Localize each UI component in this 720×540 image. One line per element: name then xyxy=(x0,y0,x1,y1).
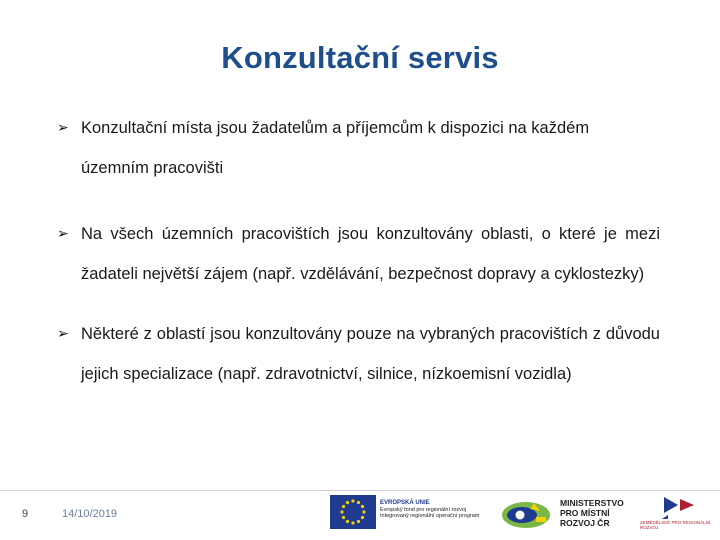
irop-program-logo xyxy=(500,495,552,531)
eu-flag-logo xyxy=(330,495,376,529)
arrowhead-bullet-icon: ➢ xyxy=(57,326,69,342)
bullet-text: Konzultační místa jsou žadatelům a příjemcům k dispozici na každém územním pracovišti xyxy=(81,119,590,177)
arrowhead-bullet-icon: ➢ xyxy=(57,120,69,136)
slide-title: Konzultační servis xyxy=(221,40,499,75)
arrowhead-bullet-icon: ➢ xyxy=(57,226,69,242)
bullet-item xyxy=(57,314,660,394)
ministry-logo-text: MINISTERSTVO PRO MÍSTNÍ ROZVOJ ČR xyxy=(560,498,624,528)
bullet-item xyxy=(57,214,660,294)
bullet-item xyxy=(57,108,660,188)
footer-divider xyxy=(0,490,720,491)
bullet-text: Na všech územních pracovištích jsou konzultovány oblasti, o které je mezi žadateli největší zájem (např. vzdělávání, bezpečnost dopravy a cyklostezky) xyxy=(81,225,660,283)
page-number: 9 xyxy=(22,508,29,520)
bullet-text: Některé z oblastí jsou konzultovány pouze na vybraných pracovištích z důvodu jejich specializace (např. zdravotnictví, silnice, nízkoemisní vozidla) xyxy=(81,325,660,383)
footer-date: 14/10/2019 xyxy=(62,508,118,520)
bullet-list xyxy=(57,108,660,394)
regional-logo-text: ZEMĚDĚLSKÉ PRO REGIONÁLNÍ ROZVOJ xyxy=(640,520,711,530)
eu-logo-text: EVROPSKÁ UNIE Evropský fond pro regionální rozvoj Integrovaný regionální operační program xyxy=(380,500,480,519)
